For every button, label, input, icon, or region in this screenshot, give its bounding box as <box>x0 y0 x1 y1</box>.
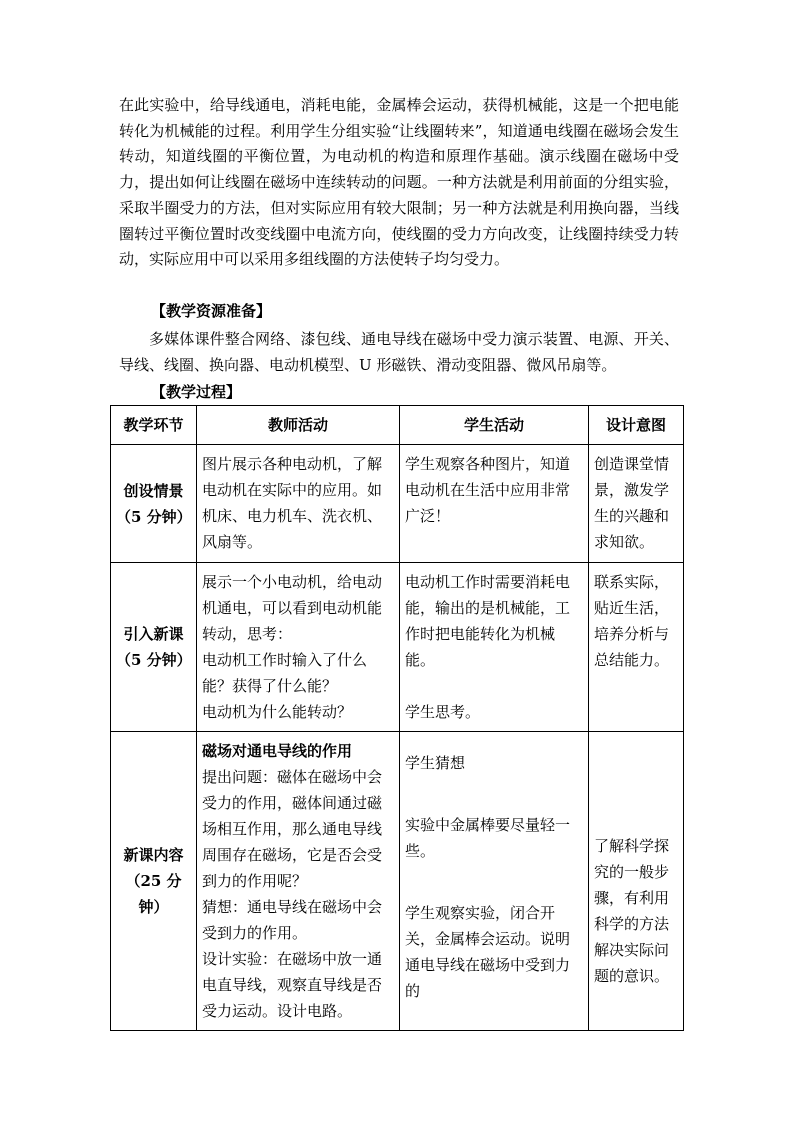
header-intent: 设计意图 <box>589 406 684 445</box>
teacher-text: 展示一个小电动机，给电动机通电，可以看到电动机能转动，思考： <box>202 573 383 643</box>
spacer <box>405 864 583 900</box>
teaching-process-table <box>110 405 684 1031</box>
student-cell <box>400 563 589 732</box>
student-text: 学生猜想 <box>405 754 466 772</box>
student-cell <box>400 732 589 1031</box>
intent-cell <box>589 445 684 563</box>
teacher-cell <box>197 563 400 732</box>
student-cell <box>400 445 589 563</box>
stage-name: 创设情景 <box>123 481 184 500</box>
intro-paragraph: 在此实验中，给导线通电，消耗电能，金属棒会运动，获得机械能，这是一个把电能转化为机械能的过程。利用学生分组实验“让线圈转来”，知道通电线圈在磁场会发生转动，知道线圈的平衡位置，为电动机的构造和原理作基础。演示线圈在磁场中受力，提出如何让线圈在磁场中连续转动的问题。一种方法就是利用前面的分组实验，采取半圈受力的方法，但对实际应用有较大限制；另一种方法就是利用换向器，当线圈转过平衡位置时改变线圈中电流方向，使线圈的受力方向改变，让线圈持续受力转动，实际应用中可以采用多组线圈的方法使转子均匀受力。 <box>119 96 679 269</box>
process-heading: 【教学过程】 <box>151 383 242 401</box>
student-text: 电动机工作时需要消耗电能，输出的是机械能，工作时把电能转化为机械能。 <box>405 573 571 669</box>
stage-duration: （25 分钟） <box>125 872 182 916</box>
teacher-text: 图片展示各种电动机，了解电动机在实际中的应用。如机床、电力机车、洗衣机、风扇等。 <box>202 455 383 551</box>
student-text: 学生观察各种图片，知道电动机在生活中应用非常广泛！ <box>405 455 571 525</box>
teacher-text: 提出问题：磁体在磁场中会受力的作用，磁体间通过磁场相互作用，那么通电导线周围存在磁场，它是否会受到力的作用呢？ <box>202 768 383 890</box>
stage-name: 引入新课 <box>123 625 184 643</box>
header-stage: 教学环节 <box>111 406 197 445</box>
resources-text: 多媒体课件整合网络、漆包线、通电导线在磁场中受力演示装置、电源、开关、导线、线圈、换向器、电动机模型、U 形磁铁、滑动变阻器、微风吊扇等。 <box>119 330 679 374</box>
table-row <box>111 563 684 732</box>
spacer <box>405 673 583 699</box>
stage-cell <box>111 445 197 563</box>
teacher-section-title: 磁场对通电导线的作用 <box>202 742 353 760</box>
intent-cell <box>589 563 684 732</box>
table-row <box>111 732 684 1031</box>
intent-text: 创造课堂情景，激发学生的兴趣和求知欲。 <box>594 455 670 551</box>
teacher-text: 电动机为什么能转动？ <box>202 703 353 721</box>
header-student: 学生活动 <box>400 406 589 445</box>
student-text: 实验中金属棒要尽量轻一些。 <box>405 816 571 860</box>
intent-text: 了解科学探究的一般步骤，有利用科学的方法解决实际问题的意识。 <box>594 837 670 985</box>
stage-name: 新课内容 <box>123 846 184 864</box>
teacher-text: 电动机工作时输入了什么能？获得了什么能？ <box>202 651 368 695</box>
stage-duration: （5 分钟） <box>116 507 192 526</box>
student-text: 学生观察实验，闭合开关，金属棒会运动。说明通电导线在磁场中受到力的 <box>405 904 571 1000</box>
table-row <box>111 445 684 563</box>
spacer <box>405 776 583 802</box>
student-text: 学生思考。 <box>405 703 481 721</box>
stage-cell <box>111 732 197 1031</box>
teacher-cell <box>197 732 400 1031</box>
intent-text: 联系实际，贴近生活，培养分析与总结能力。 <box>594 573 670 669</box>
teacher-text: 设计实验：在磁场中放一通电直导线，观察直导线是否受力运动。设计电路。 <box>202 950 383 1020</box>
resources-heading: 【教学资源准备】 <box>151 302 272 320</box>
table-header-row <box>111 406 684 445</box>
teacher-cell <box>197 445 400 563</box>
intent-cell <box>589 732 684 1031</box>
header-teacher: 教师活动 <box>197 406 400 445</box>
stage-cell <box>111 563 197 732</box>
stage-duration: （5 分钟） <box>116 651 192 669</box>
teacher-text: 猜想：通电导线在磁场中会受到力的作用。 <box>202 898 383 942</box>
